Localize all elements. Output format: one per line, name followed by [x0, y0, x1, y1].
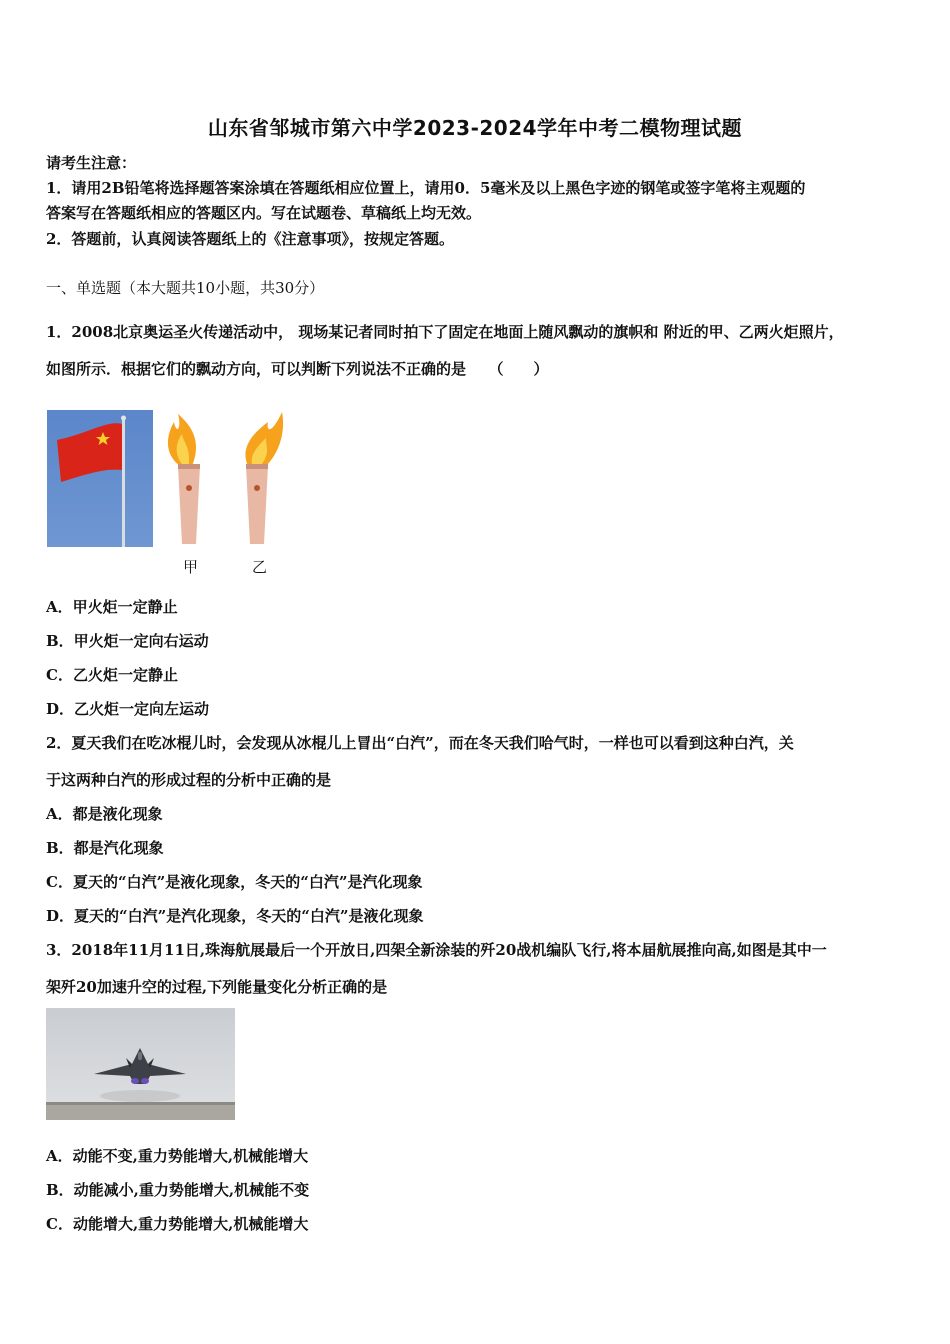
question-2-option-b: B．都是汽化现象 [46, 839, 164, 857]
question-2-option-d: D．夏天的“白汽”是汽化现象，冬天的“白汽”是液化现象 [46, 907, 424, 925]
question-2-option-a: A．都是液化现象 [46, 805, 163, 823]
question-3-option-c: C．动能增大,重力势能增大,机械能增大 [46, 1215, 309, 1233]
notice-heading: 请考生注意： [46, 154, 137, 172]
question-1-option-d: D．乙火炬一定向左运动 [46, 700, 210, 718]
question-1-option-b: B．甲火炬一定向右运动 [46, 632, 209, 650]
question-3-line-1: 3．2018年11月11日,珠海航展最后一个开放日,四架全新涂装的歼20战机编队飞行,将本届航展推向高,如图是其中一 [46, 941, 827, 959]
notice-item-2: 2．答题前，认真阅读答题纸上的《注意事项》，按规定答题。 [46, 230, 454, 248]
question-3-line-2: 架歼20加速升空的过程,下列能量变化分析正确的是 [46, 978, 388, 996]
question-2-option-c: C．夏天的“白汽”是液化现象，冬天的“白汽”是汽化现象 [46, 873, 423, 891]
flag-photo [47, 410, 153, 547]
question-1-line-1: 1．2008北京奥运圣火传递活动中， 现场某记者同时拍下了固定在地面上随风飘动的旗帜和 附近的甲、乙两火炬照片， [46, 323, 844, 341]
question-3-option-b: B．动能减小,重力势能增大,机械能不变 [46, 1181, 310, 1199]
question-3-option-a: A．动能不变,重力势能增大,机械能增大 [46, 1147, 309, 1165]
caption-yi: 乙 [252, 558, 268, 576]
question-1-option-a: A．甲火炬一定静止 [46, 598, 178, 616]
torch-jia-icon [162, 408, 208, 548]
torch-yi-icon [238, 408, 284, 548]
caption-jia: 甲 [183, 558, 199, 576]
notice-item-1-line-2: 答案写在答题纸相应的答题区内。写在试题卷、草稿纸上均无效。 [46, 204, 482, 222]
page-title: 山东省邹城市第六中学2023-2024学年中考二模物理试题 [207, 116, 743, 140]
question-2-line-1: 2．夏天我们在吃冰棍儿时，会发现从冰棍儿上冒出“白汽”，而在冬天我们哈气时，一样也可以看到这种白汽，关 [46, 734, 794, 752]
question-1-option-c: C．乙火炬一定静止 [46, 666, 178, 684]
section-heading-single-choice: 一、单选题（本大题共10小题，共30分） [46, 279, 325, 297]
fighter-jet-photo [46, 1008, 235, 1120]
question-1-line-2: 如图所示．根据它们的飘动方向，可以判断下列说法不正确的是 （ ） [46, 360, 549, 378]
notice-item-1-line-1: 1．请用2B铅笔将选择题答案涂填在答题纸相应位置上，请用0．5毫米及以上黑色字迹的钢笔或签字笔将主观题的 [46, 179, 806, 197]
question-2-line-2: 于这两种白汽的形成过程的分析中正确的是 [46, 771, 332, 789]
